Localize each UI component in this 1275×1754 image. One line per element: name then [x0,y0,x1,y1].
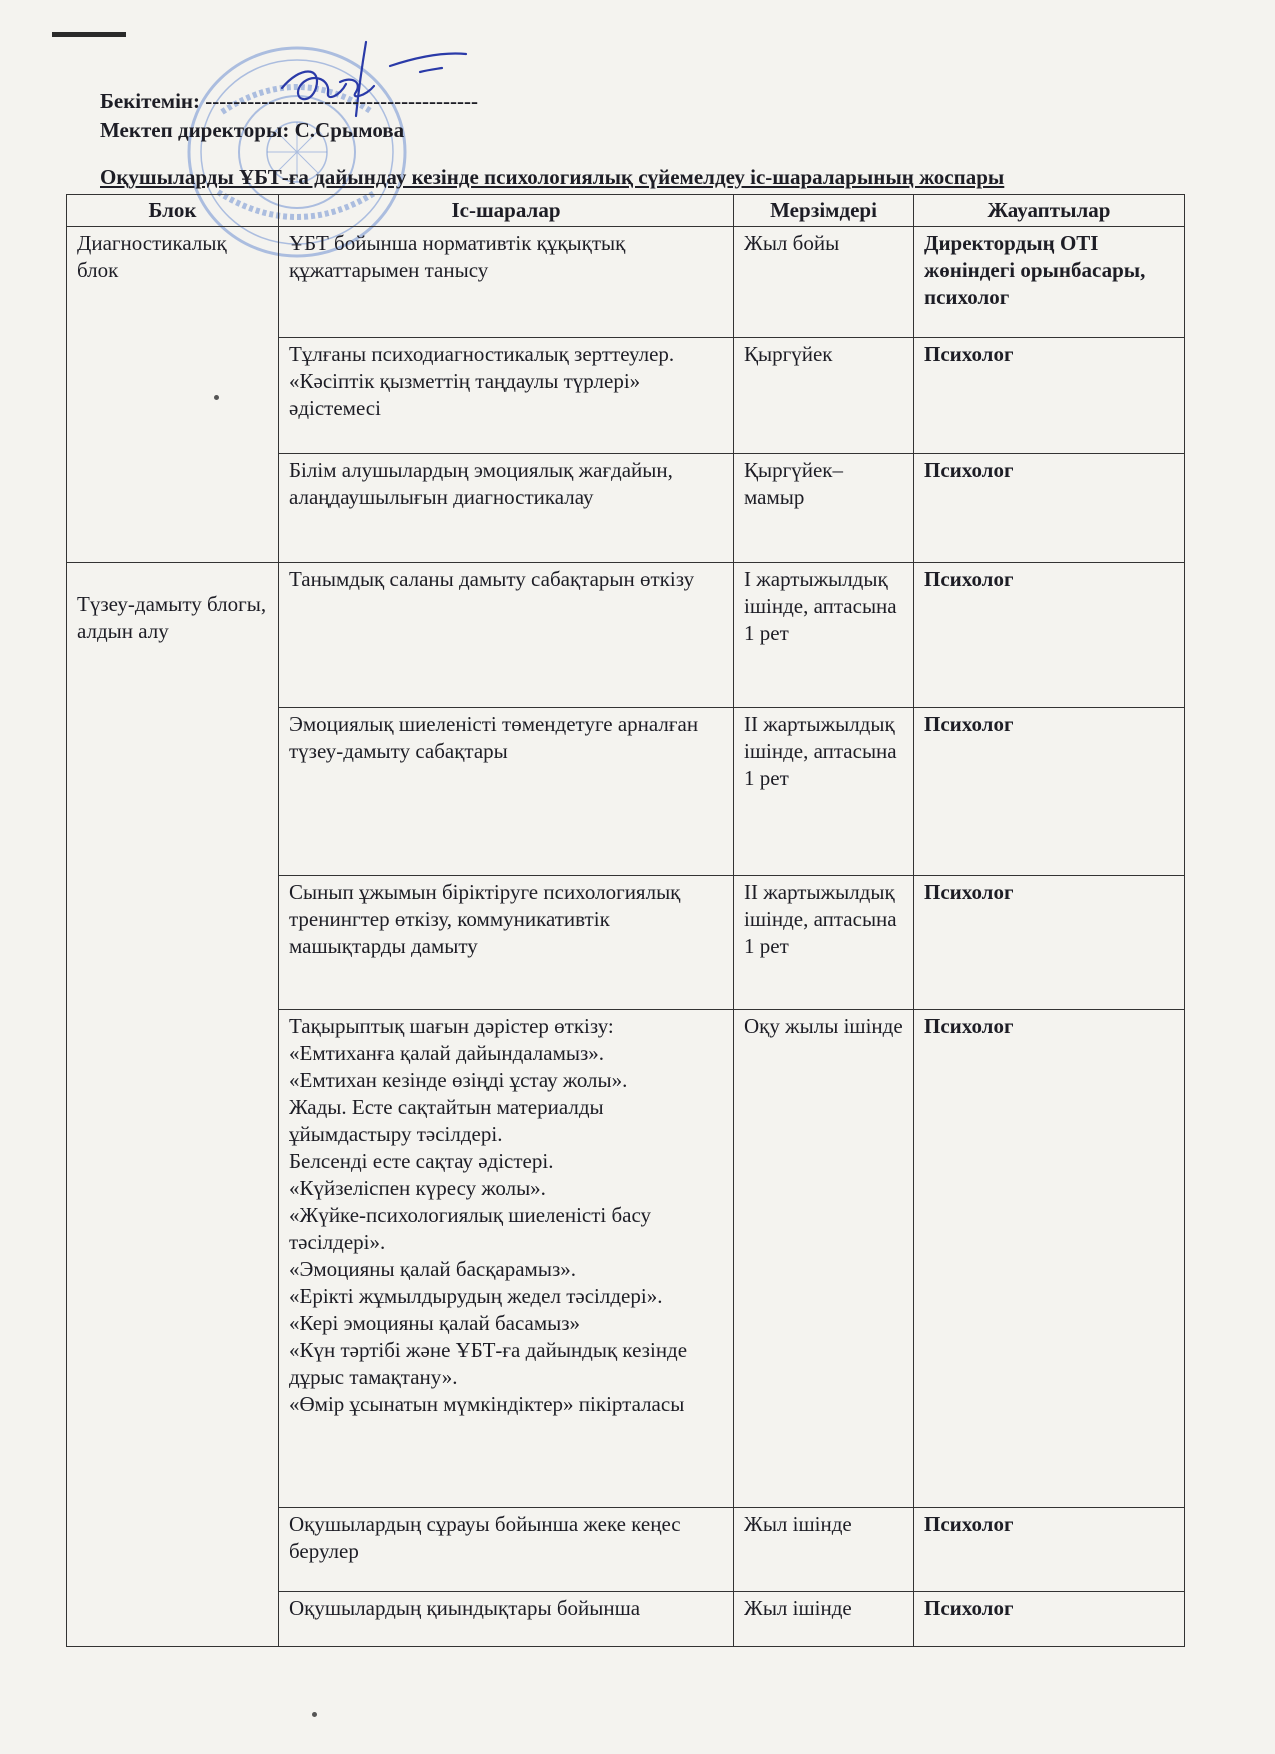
responsible-cell: Психолог [914,708,1185,876]
activity-line: «Күйзеліспен күресу жолы». [289,1176,546,1200]
block-name-cell: Түзеу-дамыту блогы, алдын алу [67,563,279,1647]
activity-plan-table [66,194,1185,1647]
activity-line: Жады. Есте сақтайтын материалды ұйымдастыру тәсілдері. [289,1095,604,1146]
term-cell: Жыл ішінде [734,1508,914,1592]
activity-cell [279,338,734,454]
activity-cell [279,227,734,338]
table-row [67,563,1185,708]
responsible-cell: Психолог [914,1508,1185,1592]
term-cell: Жыл бойы [734,227,914,338]
scan-speck [214,395,219,400]
column-header: Мерзімдері [734,195,914,227]
term-cell: Қыргүйек [734,338,914,454]
activity-line: Білім алушылардың эмоциялық жағдайын, алаңдаушылығын диагностикалау [289,458,673,509]
table-header-row [67,195,1185,227]
director-name: Мектеп директоры: С.Срымова [100,118,405,142]
activity-line: Тұлғаны психодиагностикалық зерттеулер. [289,342,675,366]
activity-line: «Ерікті жұмылдырудың жедел тәсілдері». [289,1284,663,1308]
term-cell: Жыл ішінде [734,1592,914,1647]
activity-line: «Емтихан кезінде өзіңді ұстау жолы». [289,1068,628,1092]
responsible-cell: Психолог [914,876,1185,1010]
term-cell: Қыргүйек–мамыр [734,454,914,563]
activity-cell [279,1508,734,1592]
activity-cell [279,1010,734,1508]
activity-cell [279,1592,734,1647]
activity-line: Оқушылардың қиындықтары бойынша [289,1596,641,1620]
activity-line: «Өмір ұсынатын мүмкіндіктер» пікірталасы [289,1392,685,1416]
responsible-cell: Психолог [914,1592,1185,1647]
table-body [67,227,1185,1647]
responsible-cell: Психолог [914,454,1185,563]
activity-line: Сынып ұжымын біріктіруге психологиялық тренингтер өткізу, коммуникативтік машықтарды дамыту [289,880,681,958]
column-header: Блок [67,195,279,227]
activity-line: «Эмоцияны қалай басқарамыз». [289,1257,576,1281]
activity-line: «Емтиханға қалай дайындаламыз». [289,1041,605,1065]
term-cell: І жартыжылдық ішінде, аптасына 1 рет [734,563,914,708]
activity-line: «Кәсіптік қызметтің таңдаулы түрлері» әдістемесі [289,369,641,420]
responsible-cell: Директордың ОТІ жөніндегі орынбасары, психолог [914,227,1185,338]
activity-line: Белсенді есте сақтау әдістері. [289,1149,554,1173]
activity-cell [279,876,734,1010]
document-title: Оқушыларды ҰБТ-ға дайындау кезінде психологиялық сүйемелдеу іс-шараларының жоспары [100,165,1005,189]
block-name-cell: Диагностикалық блок [67,227,279,563]
column-header: Жауаптылар [914,195,1185,227]
term-cell: ІІ жартыжылдық ішінде, аптасына 1 рет [734,708,914,876]
activity-line: ҰБТ бойынша нормативтік құқықтық құжаттарымен танысу [289,231,626,282]
activity-line: Танымдық саланы дамыту сабақтарын өткізу [289,567,695,591]
term-cell: ІІ жартыжылдық ішінде, аптасына 1 рет [734,876,914,1010]
activity-cell [279,563,734,708]
activity-cell [279,708,734,876]
responsible-cell: Психолог [914,338,1185,454]
term-cell: Оқу жылы ішінде [734,1010,914,1508]
activity-line: «Кері эмоцияны қалай басамыз» [289,1311,581,1335]
activity-line: «Жүйке-психологиялық шиеленісті басу тәсілдері». [289,1203,652,1254]
table-row [67,227,1185,338]
page-edge-mark [52,32,126,37]
activity-line: Эмоциялық шиеленісті төмендетуге арналған түзеу-дамыту сабақтары [289,712,699,763]
approval-line: Бекітемін: --------------------------------------- [100,89,478,113]
activity-line: Тақырыптық шағын дәрістер өткізу: [289,1014,614,1038]
column-header: Іс-шаралар [279,195,734,227]
responsible-cell: Психолог [914,1010,1185,1508]
responsible-cell: Психолог [914,563,1185,708]
activity-line: Оқушылардың сұрауы бойынша жеке кеңес берулер [289,1512,681,1563]
scan-speck [312,1712,317,1717]
activity-cell [279,454,734,563]
activity-line: «Күн тәртібі және ҰБТ-ға дайындық кезінде дұрыс тамақтану». [289,1338,688,1389]
